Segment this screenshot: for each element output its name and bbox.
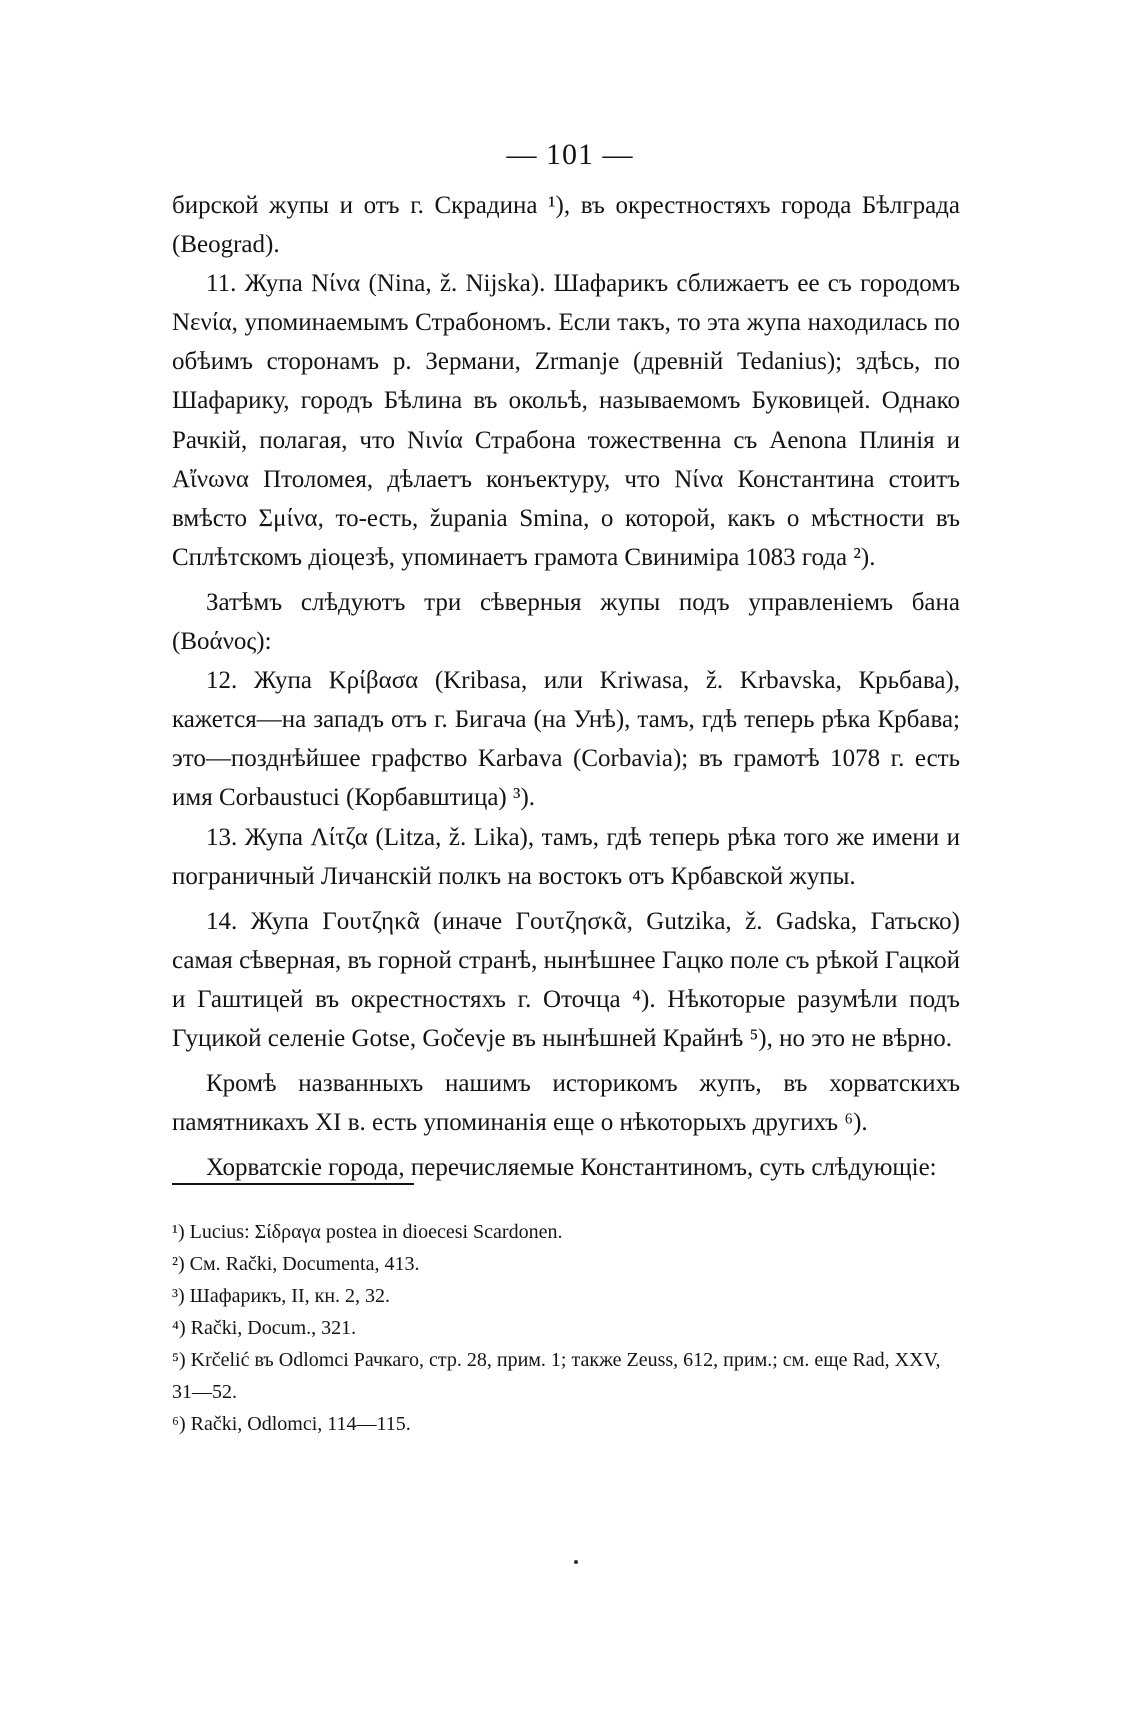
- paragraph-zhupa-11: 11. Жупа Νίνα (Nina, ž. Nijska). Шафарикъ сближаетъ ее съ городомъ Nενία, упоминаемымъ Страбономъ. Если такъ, то эта жупа находилась по обѣимъ сторонамъ р. Зермани, Zrmanje (древній Tedanius); здѣсь, по Шафарику, городъ Бѣлина въ окольѣ, называемомъ Буковицей. Однако Рачкій, полагая, что Νινία Страбона тожественна съ Aenona Плинія и Αἴνωνα Птоломея, дѣлаетъ конъектуру, что Νίνα Константина стоитъ вмѣсто Σμίνα, то-есть, župania Smina, о которой, какъ о мѣстности въ Сплѣтскомъ діоцезѣ, упоминаетъ грамота Свиниміра 1083 года ²).: [172, 270, 960, 571]
- paragraph-northern-zhupas: Затѣмъ слѣдуютъ три сѣверныя жупы подъ управленіемъ бана (Βοάνος):: [172, 588, 960, 656]
- paragraph-continuation: бирской жупы и отъ г. Скрадина ¹), въ окрестностяхъ города Бѣлграда (Beograd).: [172, 192, 960, 259]
- footnote-4: ⁴) Rački, Docum., 321.: [172, 1317, 357, 1339]
- footnote-5: ⁵) Krčelić въ Odlomci Рачкаго, стр. 28, прим. 1; также Zeuss, 612, прим.; см. еще Rad, XXV, 31—52.: [172, 1349, 941, 1403]
- page-number: — 101 —: [506, 138, 634, 171]
- paragraph-zhupa-14: 14. Жупа Γουτζηκᾶ (иначе Γουτζησκᾶ, Gutzika, ž. Gadska, Гатьско) самая сѣверная, въ горной странѣ, нынѣшнее Гацко поле съ рѣкой Гацкой и Гаштицей въ окрестностяхъ г. Оточца ⁴). Нѣкоторые разумѣли подъ Гуцикой селеніе Gotse, Gočevje въ нынѣшней Крайнѣ ⁵), но это не вѣрно.: [172, 907, 960, 1052]
- print-speck: [574, 1560, 578, 1564]
- footnotes: [172, 1216, 960, 1440]
- footnote-6: ⁶) Rački, Odlomci, 114—115.: [172, 1413, 411, 1435]
- footnote-1: ¹) Lucius: Σίδραγα postea in dioecesi Scardonen.: [172, 1221, 563, 1243]
- body-text: [172, 186, 960, 1187]
- footnote-divider: [172, 1183, 414, 1185]
- footnote-2: ²) См. Rački, Documenta, 413.: [172, 1253, 420, 1275]
- paragraph-croatian-cities: Хорватскіе города, перечисляемые Константиномъ, суть слѣдующіе:: [206, 1154, 937, 1182]
- footnote-3: ³) Шафарикъ, II, кн. 2, 32.: [172, 1285, 391, 1307]
- paragraph-other-zhupas: Кромѣ названныхъ нашимъ историкомъ жупъ, въ хорватскихъ памятникахъ XI в. есть упоминанія еще о нѣкоторыхъ другихъ ⁶).: [172, 1070, 960, 1137]
- paragraph-zhupa-13: 13. Жупа Λίτζα (Litza, ž. Lika), тамъ, гдѣ теперь рѣка того же имени и пограничный Личанскій полкъ на востокъ отъ Крбавской жупы.: [172, 823, 960, 890]
- paragraph-zhupa-12: 12. Жупа Κρίβασα (Kribasa, или Kriwasa, ž. Krbavska, Крьбава), кажется—на западъ отъ г. Бигача (на Унѣ), тамъ, гдѣ теперь рѣка Крбава; это—позднѣйшее графство Karbava (Corbavia); въ грамотѣ 1078 г. есть имя Corbaustuci (Корбавштица) ³).: [172, 667, 960, 812]
